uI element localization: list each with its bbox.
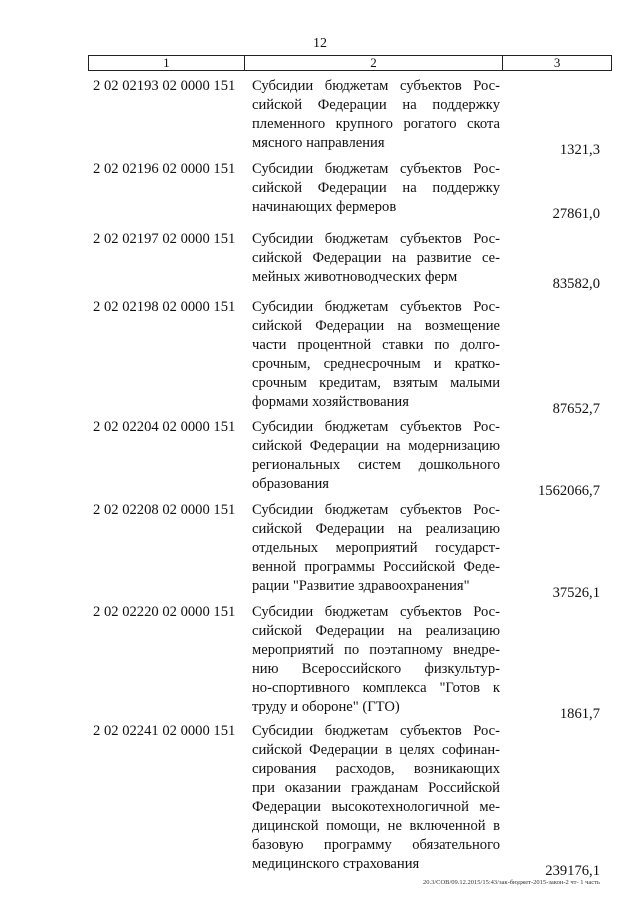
footer-stamp: 20.3/СОВ/09.12.2015/15:43/зак-бюджет-2015-закон-2 чт- 1 часть: [422, 879, 600, 886]
row-amount: 1861,7: [559, 706, 600, 722]
description-line: сирования расходов, возникающих: [252, 761, 500, 777]
description-line: нию Всероссийского физкультур-: [252, 661, 500, 677]
description-line: мейных животноводческих ферм: [252, 269, 458, 285]
page-number: 12: [313, 36, 327, 51]
description-line: части процентной ставки по долго-: [252, 337, 500, 353]
description-line: формами хозяйствования: [252, 394, 409, 410]
description-line: срочным, среднесрочным и кратко-: [252, 356, 500, 372]
description-line: сийской Федерации на поддержку: [252, 97, 500, 113]
row-description: [252, 230, 500, 287]
description-line: Субсидии бюджетам субъектов Рос-: [252, 161, 500, 177]
description-line: медицинского страхования: [252, 856, 420, 872]
description-line: начинающих фермеров: [252, 199, 397, 215]
column-header-1: 1: [88, 56, 245, 70]
budget-code: 2 02 02198 02 0000 151: [93, 299, 236, 315]
description-line: сийской Федерации на возмещение: [252, 318, 500, 334]
description-line: Субсидии бюджетам субъектов Рос-: [252, 419, 500, 435]
description-line: региональных систем дошкольного: [252, 457, 500, 473]
row-amount: 37526,1: [552, 585, 600, 601]
row-description: [252, 603, 500, 717]
row-amount: 1562066,7: [537, 483, 600, 499]
description-line: рации "Развитие здравоохранения": [252, 578, 470, 594]
row-description: [252, 722, 500, 874]
description-line: образования: [252, 476, 329, 492]
description-line: Субсидии бюджетам субъектов Рос-: [252, 78, 500, 94]
description-line: сийской Федерации на реализацию: [252, 521, 500, 537]
budget-code: 2 02 02196 02 0000 151: [93, 161, 236, 177]
description-line: Федерации высокотехнологичной ме-: [252, 799, 500, 815]
description-line: Субсидии бюджетам субъектов Рос-: [252, 231, 500, 247]
description-line: племенного крупного рогатого скота: [252, 116, 500, 132]
description-line: базовую программу обязательного: [252, 837, 500, 853]
description-line: сийской Федерации на реализацию: [252, 623, 500, 639]
description-line: Субсидии бюджетам субъектов Рос-: [252, 604, 500, 620]
description-line: венной программы Российской Феде-: [252, 559, 500, 575]
description-line: сийской Федерации на модернизацию: [252, 438, 500, 454]
row-amount: 239176,1: [545, 863, 600, 879]
description-line: мероприятий по поэтапному внедре-: [252, 642, 500, 658]
row-description: [252, 77, 500, 153]
description-line: Субсидии бюджетам субъектов Рос-: [252, 299, 500, 315]
budget-code: 2 02 02241 02 0000 151: [93, 723, 236, 739]
description-line: мясного направления: [252, 135, 385, 151]
description-line: но-спортивного комплекса "Готов к: [252, 680, 500, 696]
budget-code: 2 02 02193 02 0000 151: [93, 78, 236, 94]
table-header: [88, 55, 612, 71]
budget-code: 2 02 02208 02 0000 151: [93, 502, 236, 518]
budget-code: 2 02 02197 02 0000 151: [93, 231, 236, 247]
description-line: отдельных мероприятий государст-: [252, 540, 500, 556]
budget-code: 2 02 02220 02 0000 151: [93, 604, 236, 620]
budget-code: 2 02 02204 02 0000 151: [93, 419, 236, 435]
column-header-3: 3: [503, 56, 612, 70]
row-description: [252, 298, 500, 412]
row-amount: 87652,7: [552, 401, 600, 417]
row-description: [252, 418, 500, 494]
description-line: дицинской помощи, не включенной в: [252, 818, 500, 834]
row-description: [252, 501, 500, 596]
description-line: при оказании гражданам Российской: [252, 780, 500, 796]
row-amount: 27861,0: [552, 206, 600, 222]
description-line: Субсидии бюджетам субъектов Рос-: [252, 502, 500, 518]
column-header-2: 2: [245, 56, 504, 70]
description-line: Субсидии бюджетам субъектов Рос-: [252, 723, 500, 739]
row-amount: 1321,3: [559, 142, 600, 158]
description-line: сийской Федерации на развитие се-: [252, 250, 500, 266]
description-line: срочным кредитам, взятым малыми: [252, 375, 500, 391]
description-line: труду и обороне" (ГТО): [252, 699, 400, 715]
description-line: сийской Федерации на поддержку: [252, 180, 500, 196]
description-line: сийской Федерации в целях софинан-: [252, 742, 500, 758]
row-description: [252, 160, 500, 217]
row-amount: 83582,0: [552, 276, 600, 292]
